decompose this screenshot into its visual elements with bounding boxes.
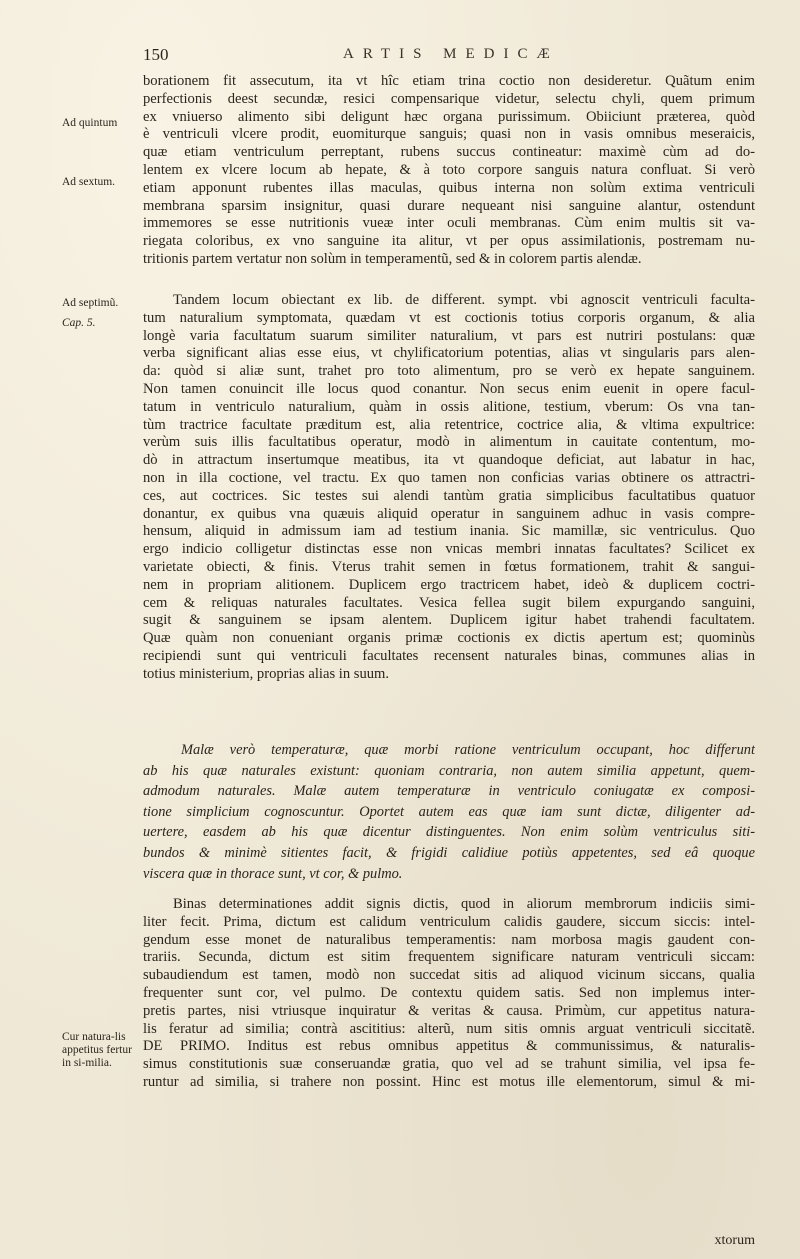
text-line: bundos & minimè sitientes facit, & frigidi calidiue potiùs appetentes, sed eâ quoque — [143, 844, 755, 861]
text-line: admodum naturales. Malæ autem temperaturæ in ventriculo coniugatæ ex composi- — [143, 783, 755, 800]
margin-note: Cap. 5. — [62, 317, 96, 329]
text-line: totius ministerium, proprias alias in suum. — [143, 665, 390, 682]
text-line: borationem fit assecutum, ita vt hîc etiam trina coctio non desideretur. Quãtum enim — [143, 73, 755, 89]
text-line: varietate obiecti, & finis. Vterus trahit semen in fœtus formationem, trahit & sangui- — [143, 558, 755, 575]
text-line: tatum in ventriculo naturalium, quàm in ossis alitione, testium, vberum: Os vna tan- — [143, 398, 755, 415]
page-header — [143, 45, 753, 67]
text-line: sugit & sanguinem se ipsam alentem. Duplicem igitur habet trahendi facultatem. — [143, 612, 755, 629]
paragraph-3 — [143, 896, 755, 1092]
text-line: verba significant alias esse eius, vt chylificatorium potentias, alias vt singularis pars alen- — [143, 345, 755, 362]
running-title: ARTIS MEDICÆ — [343, 46, 559, 62]
text-line: quæ etiam ventriculum perreptant, rubens succus contineatur: maximè cùm ad do- — [143, 144, 755, 161]
paragraph-2 — [143, 292, 755, 684]
paragraph-1 — [143, 73, 755, 269]
margin-note: Ad septimũ. — [62, 297, 119, 309]
text-line: lis feratur ad similia; contrà ascititius: alterũ, num sitis omnis arguat ventriculi siccitatẽ. — [143, 1020, 755, 1037]
text-line: nem in propriam alitionem. Duplicem ergo tractricem habet, ideò & duplicem coctri- — [143, 576, 755, 593]
text-line: dò in attractum insertumque meatibus, ita vt quandoque deficiat, aut labatur in hac, — [143, 452, 755, 469]
text-line: immemores se esse nutritionis vueæ inter oculi membranas. Cùm enim multis sit va- — [143, 215, 755, 232]
text-line: non in illa coctione, vel tractu. Ex quo tamen non conficias varias obtinere os attractri- — [143, 469, 755, 486]
text-line: Quæ quàm non conueniant organis primæ coctionis ex dictis apertum est; quominùs — [143, 630, 755, 647]
text-line: Non tamen conuincit ille locus quod conantur. Non secus enim euenit in opere facul- — [143, 380, 755, 397]
text-line: perfectionis deest secundæ, resici compensarique videtur, selectu chyli, quem primum — [143, 90, 755, 107]
text-line: Binas determinationes addit signis dictis, quod in aliorum membrorum indiciis simi- — [173, 896, 755, 912]
italic-quotation — [143, 740, 755, 884]
text-line: tritionis partem vertatur non solùm in temperamentũ, sed & in colorem partis alendæ. — [143, 250, 642, 267]
margin-note: Ad sextum. — [62, 176, 116, 188]
text-line: tione simplicium cognoscuntur. Oportet autem eas quæ iam sunt dictæ, diligenter ad- — [143, 803, 755, 820]
page-footer — [143, 1233, 755, 1253]
text-line: cem & reliquas naturales facultates. Vesica fellea sugit bilem expurgando sanguini, — [143, 594, 755, 611]
text-line: DE PRIMO. Inditus est rebus omnibus appetitus & communissimus, & naturalis- — [143, 1038, 755, 1055]
margin-notes — [0, 0, 140, 1259]
text-line: longè varia facultatum suarum similiter naturalium, vt pars est nutriri postulans: quæ — [143, 327, 755, 344]
text-line: pretis partes, nisi vtriusque inquiratur & veritas & causa. Primùm, cur appetitus natura- — [143, 1002, 755, 1019]
text-line: lentem ex vlcere locum ab hepate, & à toto corpore sanguis natura confluat. Si verò — [143, 161, 755, 178]
text-line: uertere, easdem ab his quæ dicentur distinguentes. Non enim solùm ventriculus siti- — [143, 824, 755, 841]
text-line: riegata coloribus, ex vno sanguine ita alitur, vt per opus assimilationis, postremam nu- — [143, 233, 755, 250]
text-line: ex vniuerso alimento sibi deligunt hæc organa purissimum. Obiiciunt præterea, quòd — [143, 108, 755, 125]
text-line: trariis. Secunda, dictum est sitim frequentem significare naturam ventriculi siccam: — [143, 949, 755, 966]
text-line: ces, aut coctrices. Sic testes sui alendi tantùm gratia simplicibus facultatibus quatuor — [143, 487, 755, 504]
text-line: frequenter sunt cor, vel pulmo. De contextu quidem satis. Sed non implemus inter- — [143, 984, 755, 1001]
text-line: runtur ad similia, si trahere non possint. Hinc est motus ille elementorum, simul & mi- — [143, 1073, 755, 1090]
text-line: recipiendi sunt qui ventriculi facultates recensent naturales binas, communes alias in — [143, 647, 755, 664]
text-line: da: quòd si aliæ sunt, trahet pro toto alimentum, pro se verò ex hepate sanguinem. — [143, 363, 755, 380]
text-line: donantur, ex quibus vna quæuis aliquid operatur in sanguinem adhuc in vasis compre- — [143, 505, 755, 522]
text-line: tum naturalium symptomata, quædam vt est coctionis totius corporis organum, & alia — [143, 309, 755, 326]
text-line: simus constitutionis suæ conseruandæ gratia, quo vel ad se trahunt similia, vel ipsa fe- — [143, 1056, 755, 1073]
text-line: ab his quæ naturales existunt: quoniam contraria, non autem similia appetunt, quem- — [143, 762, 755, 779]
text-line: liter fecit. Prima, dictum est calidum ventriculum calidis gaudere, siccum siccis: intel- — [143, 913, 755, 930]
text-line: membrana sparsim insignitur, quasi durare nequeant nisi sanguine alantur, ostendunt — [143, 197, 755, 214]
text-line: gendum esse monet de naturalibus temperamentis: nam morbosa magis gaudent con- — [143, 931, 755, 948]
text-line: subaudiendum est tamen, modò non succedat sitis ad aliquod vicinum siccans, qualia — [143, 967, 755, 984]
margin-note: Cur natura-lis appetitus fertur in si-milia. — [62, 1031, 132, 1069]
page-number: 150 — [143, 45, 169, 64]
margin-note: Ad quintum — [62, 117, 118, 129]
text-line: tùm tractrice facultate præditum est, alia retentrice, coctrice alia, & vltima expultrice: — [143, 416, 755, 433]
text-line: viscera quæ in thorace sunt, vt cor, & pulmo. — [143, 865, 403, 882]
text-line: ergo indicio colligetur distinctas esse non vnicas membri innatas facultates? Scilicet ex — [143, 541, 755, 558]
text-line: Tandem locum obiectant ex lib. de different. sympt. vbi agnoscit ventriculi faculta- — [173, 292, 755, 308]
text-line: etiam apponunt rubentes illas maculas, quibus interna non solùm extima ventriculi — [143, 179, 755, 196]
text-line: è ventriculi vlcere prodit, euomiturque sanguis; quasi non in vasis omnibus meseraicis, — [143, 126, 755, 143]
text-line: verùm suis illis facultatibus operatur, modò in alimentum in cauitate contentum, mo- — [143, 434, 755, 451]
text-line: Malæ verò temperaturæ, quæ morbi ratione ventriculum occupant, hoc differunt — [181, 742, 755, 758]
catchword: xtorum — [714, 1233, 755, 1248]
text-line: hensum, aliquid in admissum iam ad testium inania. Sic mamillæ, sic ventriculus. Quo — [143, 523, 755, 540]
